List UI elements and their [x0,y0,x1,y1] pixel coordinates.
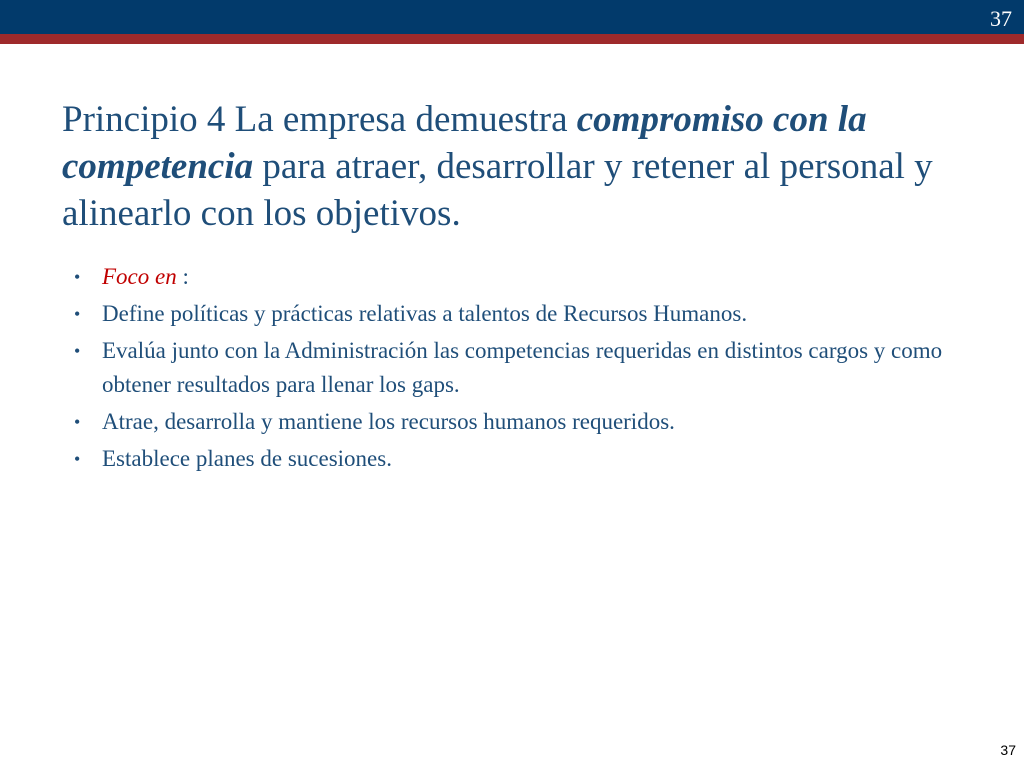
footer-page-number: 37 [1000,742,1016,758]
header-bar [0,0,1024,34]
header-accent-stripe [0,34,1024,44]
bullet-item: • Atrae, desarrolla y mantiene los recursos humanos requeridos. [102,405,972,439]
focus-label: Foco en [102,264,177,289]
focus-suffix: : [176,264,189,289]
bullet-item: • Evalúa junto con la Administración las competencias requeridas en distintos cargos y como obtener resultados para llenar los gaps. [102,334,972,402]
bullet-item: • Define políticas y prácticas relativas a talentos de Recursos Humanos. [102,297,972,331]
bullet-item-focus [102,260,972,294]
title-emphasis: compromiso con la competencia [62,99,867,187]
slide-title [62,96,982,237]
title-text-part2: para atraer, desarrollar y retener al personal y alinearlo con los objetivos. [62,146,933,234]
title-text-part1: Principio 4 La empresa demuestra [62,99,577,140]
bullet-item: • Establece planes de sucesiones. [102,442,972,476]
header-page-number: 37 [990,6,1012,31]
bullet-list [102,260,972,479]
